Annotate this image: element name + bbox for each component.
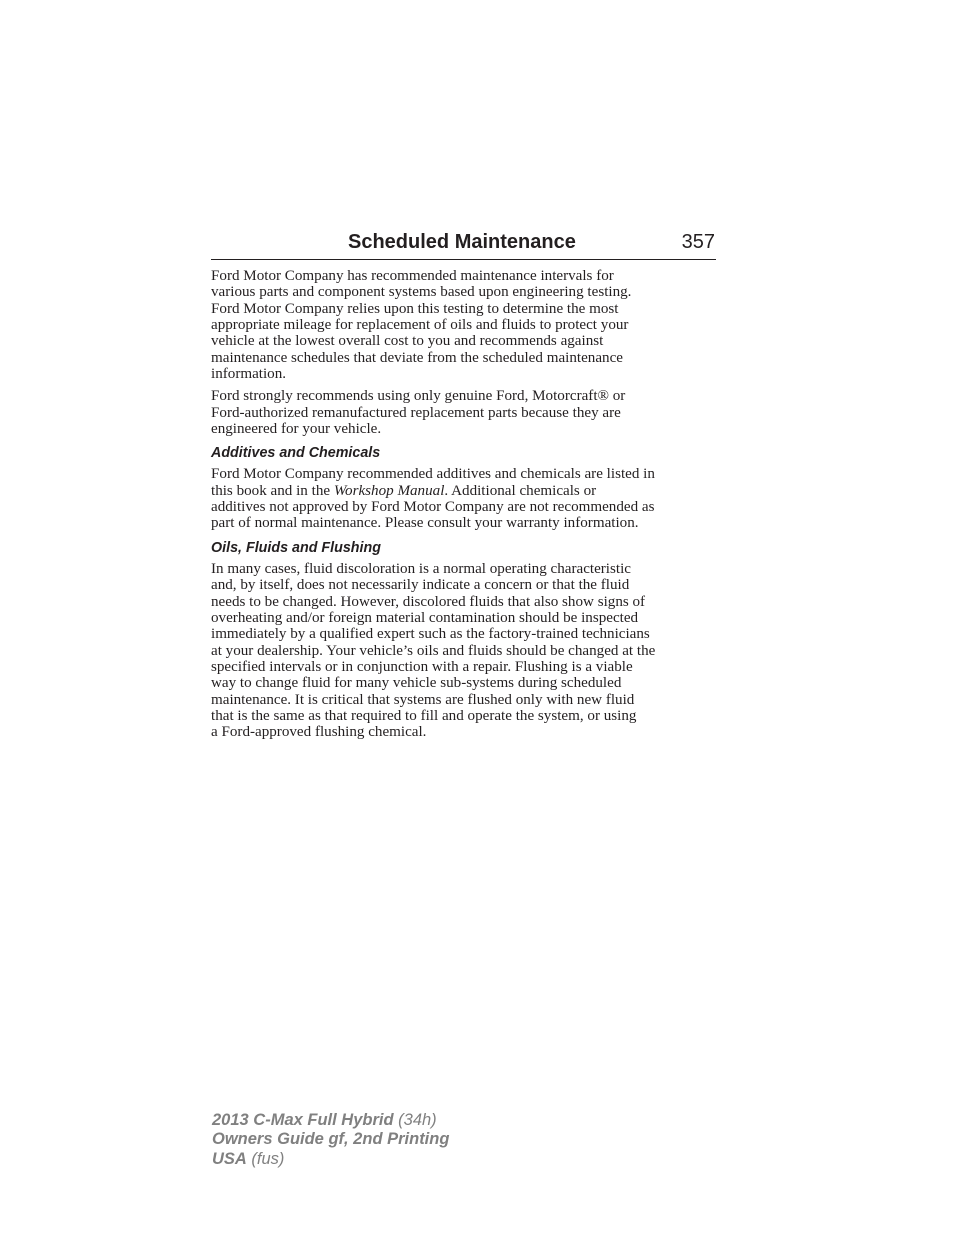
additives-paragraph	[211, 466, 718, 531]
text-line: part of normal maintenance. Please consult your warranty information.	[211, 515, 639, 532]
text-line: information.	[211, 366, 287, 383]
footer-market-code: (fus)	[246, 1149, 285, 1168]
text-line: a Ford-approved flushing chemical.	[211, 724, 427, 741]
oils-fluids-heading: Oils, Fluids and Flushing	[211, 539, 381, 556]
text-line: Ford strongly recommends using only genuine Ford, Motorcraft® or	[211, 388, 626, 405]
text-line: various parts and component systems based upon engineering testing.	[211, 284, 632, 301]
footer-guide: Owners Guide gf, 2nd Printing	[212, 1130, 450, 1149]
text-line: and, by itself, does not necessarily indicate a concern or that the fluid	[211, 577, 630, 594]
text-line: engineered for your vehicle.	[211, 421, 382, 438]
oils-fluids-paragraph	[211, 561, 718, 741]
text-line: Ford-authorized remanufactured replacement parts because they are	[211, 404, 621, 421]
text-line: overheating and/or foreign material contamination should be inspected	[211, 609, 639, 626]
text-line: needs to be changed. However, discolored fluids that also show signs of	[211, 593, 646, 610]
text-line-start: this book and in the	[211, 482, 334, 499]
workshop-manual-reference: Workshop Manual	[333, 482, 445, 499]
text-line: specified intervals or in conjunction with a repair. Flushing is a viable	[211, 658, 633, 675]
footer-market-line	[212, 1150, 449, 1169]
text-line: appropriate mileage for replacement of oils and fluids to protect your	[211, 317, 629, 334]
text-line: Ford Motor Company recommended additives and chemicals are listed in	[211, 466, 655, 483]
text-line: way to change fluid for many vehicle sub-systems during scheduled	[211, 675, 622, 692]
additives-heading: Additives and Chemicals	[211, 445, 381, 462]
text-line: Ford Motor Company has recommended maintenance intervals for	[211, 268, 614, 284]
text-line: additives not approved by Ford Motor Company are not recommended as	[211, 499, 655, 516]
section-title: Scheduled Maintenance	[348, 231, 576, 253]
text-line: maintenance. It is critical that systems are flushed only with new fluid	[211, 691, 635, 708]
page-header	[211, 229, 716, 260]
genuine-parts-paragraph	[211, 388, 718, 437]
main-content	[211, 268, 718, 741]
page-number: 357	[681, 231, 715, 253]
intervals-paragraph	[211, 268, 718, 382]
text-line: that is the same as that required to fill and operate the system, or using	[211, 707, 637, 724]
footer-guide-line	[212, 1130, 449, 1149]
footer-model-code: (34h)	[393, 1111, 437, 1129]
text-line: immediately by a qualified expert such as the factory-trained technicians	[211, 626, 650, 643]
text-line: maintenance schedules that deviate from the scheduled maintenance	[211, 349, 623, 366]
text-line: Ford Motor Company relies upon this testing to determine the most	[211, 300, 619, 317]
text-line: at your dealership. Your vehicle’s oils and fluids should be changed at the	[211, 642, 656, 659]
footer-market: USA	[212, 1149, 247, 1168]
text-line-end: . Additional chemicals or	[444, 482, 597, 499]
footer-model: 2013 C-Max Full Hybrid	[212, 1111, 394, 1129]
page-footer	[212, 1111, 449, 1169]
text-line: In many cases, fluid discoloration is a normal operating characteristic	[211, 560, 631, 577]
text-line: vehicle at the lowest overall cost to you and recommends against	[211, 333, 604, 350]
footer-model-line	[212, 1111, 449, 1130]
